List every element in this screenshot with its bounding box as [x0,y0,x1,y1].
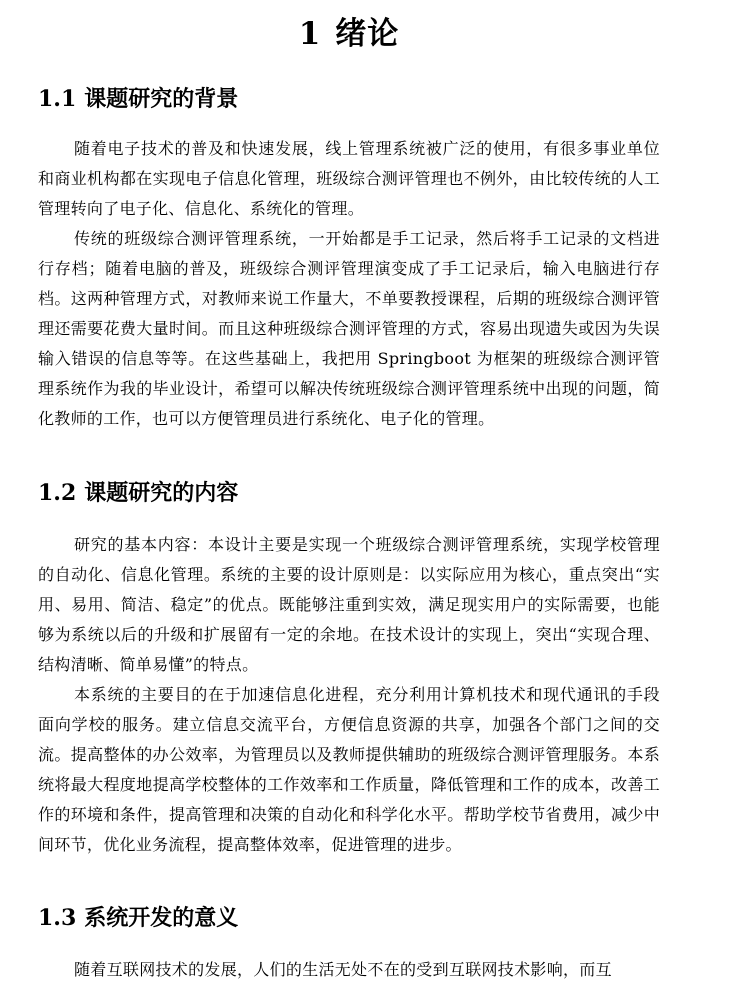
paragraph: 本系统的主要目的在于加速信息化进程，充分利用计算机技术和现代通讯的手段面向学校的服务。建立信息交流平台，方便信息资源的共享，加强各个部门之间的交流。提高整体的办公效率，为管理员以及教师提供辅助的班级综合测评管理服务。本系统将最大程度地提高学校整体的工作效率和工作质量，降低管理和工作的成本，改善工作的环境和条件，提高管理和决策的自动化和科学化水平。帮助学校节省费用，减少中间环节，优化业务流程，提高整体效率，促进管理的进步。 [38,685,660,854]
paragraph: 随着互联网技术的发展，人们的生活无处不在的受到互联网技术影响，而互 [74,960,612,979]
section-title [38,84,660,114]
paragraph: 随着电子技术的普及和快速发展，线上管理系统被广泛的使用，有很多事业单位和商业机构都在实现电子信息化管理，班级综合测评管理也不例外，由比较传统的人工管理转向了电子化、信息化、系统化的管理。 [38,139,660,218]
chapter-title-text: 绪论 [335,16,400,52]
section-content [38,478,660,860]
section-background [38,84,660,434]
section-number: 1.1 [38,86,77,112]
section-title [38,478,660,508]
section-title-text: 课题研究的背景 [84,86,239,112]
paragraph: 研究的基本内容：本设计主要是实现一个班级综合测评管理系统，实现学校管理的自动化、信息化管理。系统的主要的设计原则是：以实际应用为核心，重点突出“实用、易用、简洁、稳定”的优点。既能够注重到实效，满足现实用户的实际需要，也能够为系统以后的升级和扩展留有一定的余地。在技术设计的实现上，突出“实现合理、结构清晰、简单易懂”的特点。 [38,535,660,674]
section-number: 1.2 [38,480,77,506]
section-title [38,903,660,933]
section-title-text: 系统开发的意义 [84,905,239,931]
chapter-title [38,12,660,56]
chapter-number: 1 [298,16,322,52]
section-number: 1.3 [38,905,77,931]
paragraph: 传统的班级综合测评管理系统，一开始都是手工记录，然后将手工记录的文档进行存档；随着电脑的普及，班级综合测评管理演变成了手工记录后，输入电脑进行存档。这两种管理方式，对教师来说工作量大，不单要教授课程，后期的班级综合测评管理还需要花费大量时间。而且这种班级综合测评管理的方式，容易出现遗失或因为失误输入错误的信息等等。在这些基础上，我把用 Springboot 为框架的班级综合测评管理系统作为我的毕业设计，希望可以解决传统班级综合测评管理系统中出现的问题，简化教师的工作，也可以方便管理员进行系统化、电子化的管理。 [38,229,660,428]
section-title-text: 课题研究的内容 [84,480,239,506]
